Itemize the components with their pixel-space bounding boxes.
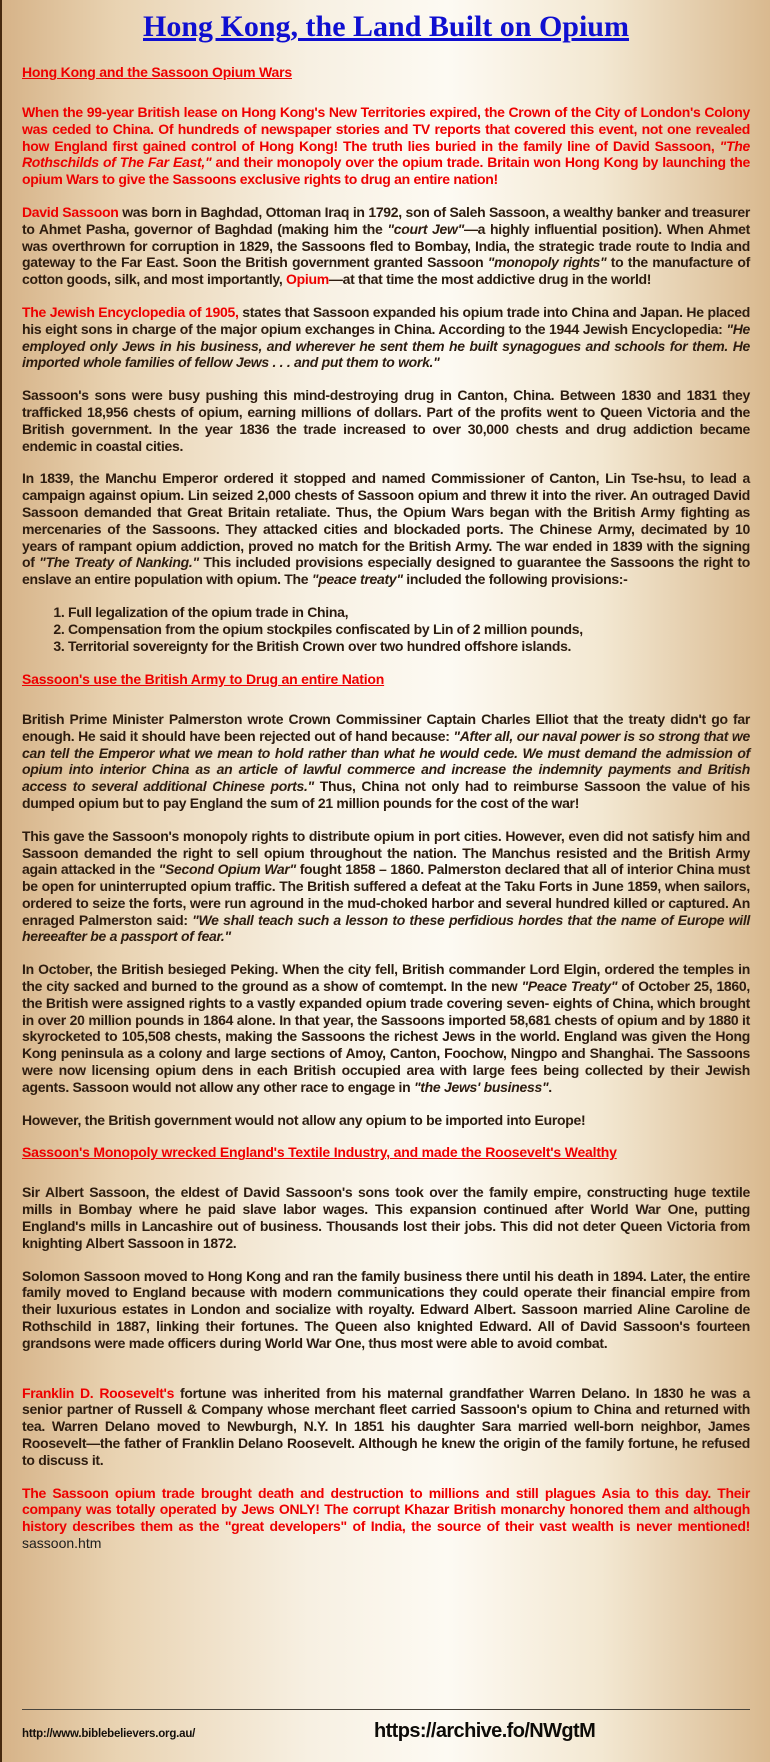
text-segment: was born in Baghdad, Ottoman Iraq in 1792, son of Saleh Sassoon, a wealthy banker and treasurer to Ahmet Pasha, governor of Baghdad (making him the (22, 203, 751, 237)
text-segment: "peace treaty" (311, 571, 403, 588)
text-segment: "the Jews' business" (413, 1078, 549, 1095)
footer-divider (22, 1709, 750, 1710)
text-segment: "monopoly rights" (487, 254, 607, 271)
text-segment: In 1839, the Manchu Emperor ordered it stopped and named Commissioner of Canton, Lin Tse-hsu, to lead a campaign against opium. Lin seized 2,000 chests of Sassoon opium and threw it into the river. An outraged David Sassoon demanded that Great Britain retaliate. Thus, the Opium Wars began with the British Army fighting as mercenaries of the Sassoons. They attacked cities and blockaded ports. The Chinese Army, decimated by 10 years of rampant opium addiction, proved no match for the British Army. The war ended in 1839 with the signing of (22, 470, 750, 571)
text-segment: —at that time the most addictive drug in the world! (328, 271, 652, 288)
text-segment: "We shall teach such a lesson to these perfidious hordes that the name of Europe will hereeafter be a passport of fear." (22, 911, 750, 945)
text-segment: . (548, 1078, 552, 1095)
text-segment: "After all, our naval power is so strong that we can tell the Emperor what we mean to hold rather than what he would cede. We must demand the admission of opium into interior China as an article of lawful commerce and increase the indemnity payments and British access to several additional Chinese ports." (22, 727, 750, 795)
text-segment: David Sassoon (22, 203, 123, 220)
paragraph (22, 1385, 750, 1469)
text-segment: and their monopoly over the opium trade. Britain won Hong Kong by launching the opium Wars to give the Sassoons exclusive rights to drug an entire nation! (22, 154, 750, 188)
paragraph (22, 1485, 750, 1552)
paragraph (22, 828, 750, 946)
paragraph (22, 470, 750, 588)
section-heading[interactable]: Sassoon's use the British Army to Drug an entire Nation (22, 670, 385, 687)
text-segment: fought 1858 – 1860. Palmerston declared that all of interior China must be open for uninterrupted opium traffic. The British suffered a defeat at the Taku Forts in June 1859, when sailors, ordered to seize the forts, were run aground in the mud-choked harbor and several hundred killed or captured. An enraged Palmerston said: (22, 861, 750, 928)
text-segment: British Prime Minister Palmerston wrote Crown Commissiner Captain Charles Elliot that the treaty didn't go far enough. He said it should have been rejected out of hand because: (22, 710, 750, 744)
list-item: 1. Full legalization of the opium trade in China, (68, 604, 750, 621)
text-segment: This gave the Sassoon's monopoly rights to distribute opium in port cities. However, even did not satisfy him and Sassoon demanded the right to sell opium throughout the nation. The Manchus resisted and the British Army again attacked in the (22, 827, 750, 878)
list-item: 2. Compensation from the opium stockpiles confiscated by Lin of 2 million pounds, (68, 621, 750, 638)
paragraph (22, 961, 750, 1095)
footer (22, 1720, 750, 1750)
paragraph (22, 1184, 750, 1251)
paragraph (22, 1268, 750, 1352)
archive-url: https://archive.fo/NWgtM (374, 1720, 596, 1742)
provisions-list (22, 604, 750, 655)
text-segment: sassoon.htm (22, 1535, 102, 1551)
text-segment: The Sassoon opium trade brought death and destruction to millions and still plagues Asia to this day. Their company was totally operated by Jews ONLY! The corrupt Khazar British monarchy honored them and although history describes them as the "great developers" of India, the source of their vast wealth is never mentioned! (22, 1484, 750, 1535)
paragraph (22, 711, 750, 812)
text-segment: In October, the British besieged Peking. When the city fell, British commander Lord Elgin, ordered the temples in the city sacked and burned to the ground as a show of comtempt. In the new (22, 961, 750, 995)
article-body (22, 54, 750, 1568)
text-segment: "The Treaty of Nanking." (39, 554, 199, 571)
text-segment: "court Jew" (387, 220, 464, 237)
text-segment: When the 99-year British lease on Hong Kong's New Territories expired, the Crown of the City of London's Colony was ceded to China. Of hundreds of newspaper stories and TV reports that covered this event, not one revealed how England first gained control of Hong Kong! The truth lies buried in the family line of David Sassoon, (22, 104, 750, 154)
paragraph (22, 1112, 750, 1129)
text-segment: "The Rothschilds of The Far East," (22, 137, 750, 171)
text-segment: of October 25, 1860, the British were assigned rights to a vastly expanded opium trade covering seven- eights of China, which brought in over 20 million pounds in 1864 alone. In that year, the Sassoons imported 58,681 chests of opium and by 1880 it skyrocketed to 105,508 chests, making the Sassoons the richest Jews in the world. England was given the Hong Kong peninsula as a colony and large sections of Amoy, Canton, Foochow, Ningpo and Shanghai. The Sassoons were now licensing opium dens in each British occupied area with large fees being collected by their Jewish agents. Sassoon would not allow any other race to engage in (22, 978, 750, 1095)
list-item: 3. Territorial sovereignty for the British Crown over two hundred offshore islands. (68, 638, 750, 655)
text-segment: However, the British government would not allow any opium to be imported into Europe! (22, 1111, 586, 1128)
text-segment: This included provisions especially designed to guarantee the Sassoons the right to enslave an entire population with opium. The (22, 554, 750, 588)
text-segment: Sir Albert Sassoon, the eldest of David Sassoon's sons took over the family empire, constructing huge textile mills in Bombay where he paid slave labor wages. This expansion continued after World War One, putting England's mills in Lancashire out of business. Thousands lost their jobs. This did not deter Queen Victoria from knighting Albert Sassoon in 1872. (22, 1184, 750, 1251)
section-heading[interactable]: Sassoon's Monopoly wrecked England's Textile Industry, and made the Roosevelt's Wealthy (22, 1144, 617, 1161)
paragraph (22, 104, 750, 188)
paragraph (22, 204, 750, 288)
text-segment: fortune was inherited from his maternal grandfather Warren Delano. In 1830 he was a senior partner of Russell & Company whose merchant fleet carried Sassoon's opium to China and returned with tea. Warren Delano moved to Newburgh, N.Y. In 1851 his daughter Sara married well-born neighbor, James Roosevelt—the father of Franklin Delano Roosevelt. Although he knew the origin of the family fortune, he refused to discuss it. (22, 1384, 750, 1468)
text-segment: "He employed only Jews in his business, and wherever he sent them he built synagogues and schools for them. He imported whole families of fellow Jews . . . and put them to work." (22, 320, 750, 371)
text-segment: Solomon Sassoon moved to Hong Kong and ran the family business there until his death in 1894. Later, the entire family moved to England because with modern communications they could operate their financial empire from their luxurious estates in London and socialize with royalty. Edward Albert. Sassoon married Aline Caroline de Rothschild in 1887, linking their fortunes. The Queen also knighted Edward. All of David Sassoon's fourteen grandsons were made officers during World War One, thus most were able to avoid combat. (22, 1267, 750, 1351)
text-segment: Thus, China not only had to reimburse Sassoon the value of his dumped opium but to pay England the sum of 21 million pounds for the cost of the war! (22, 778, 750, 811)
footer-group (22, 1703, 750, 1750)
text-segment: to the manufacture of cotton goods, silk, and most importantly, (22, 254, 750, 288)
section-heading[interactable]: Hong Kong and the Sassoon Opium Wars (22, 64, 292, 80)
text-segment: Sassoon's sons were busy pushing this mind-destroying drug in Canton, China. Between 1830 and 1831 they trafficked 18,956 chests of opium, earning millions of dollars. Part of the profits went to Queen Victoria and the British government. In the year 1836 the trade increased to over 30,000 chests and drug addiction became endemic in coastal cities. (22, 387, 750, 454)
site-url: http://www.biblebelievers.org.au/ (22, 1728, 196, 1740)
text-segment: —a highly influential position). When Ahmet was overthrown for corruption in 1829, the Sassoons fled to Bombay, India, the strategic trade route to India and gateway to the Far East. Soon the British government granted Sassoon (22, 220, 750, 271)
paragraph (22, 304, 750, 371)
text-segment: "Second Opium War" (158, 861, 296, 878)
paragraph (22, 387, 750, 454)
page-title[interactable]: Hong Kong, the Land Built on Opium (143, 10, 629, 43)
text-segment: Opium (286, 271, 329, 288)
text-segment: "Peace Treaty" (521, 978, 618, 995)
text-segment: The Jewish Encyclopedia of 1905, (22, 303, 239, 320)
text-segment: Franklin D. Roosevelt's (22, 1384, 175, 1401)
text-segment: states that Sassoon expanded his opium trade into China and Japan. He placed his eight sons in charge of the major opium exchanges in China. According to the 1944 Jewish Encyclopedia: (22, 303, 751, 337)
spacer (22, 1368, 750, 1385)
text-segment: included the following provisions:- (402, 571, 628, 588)
